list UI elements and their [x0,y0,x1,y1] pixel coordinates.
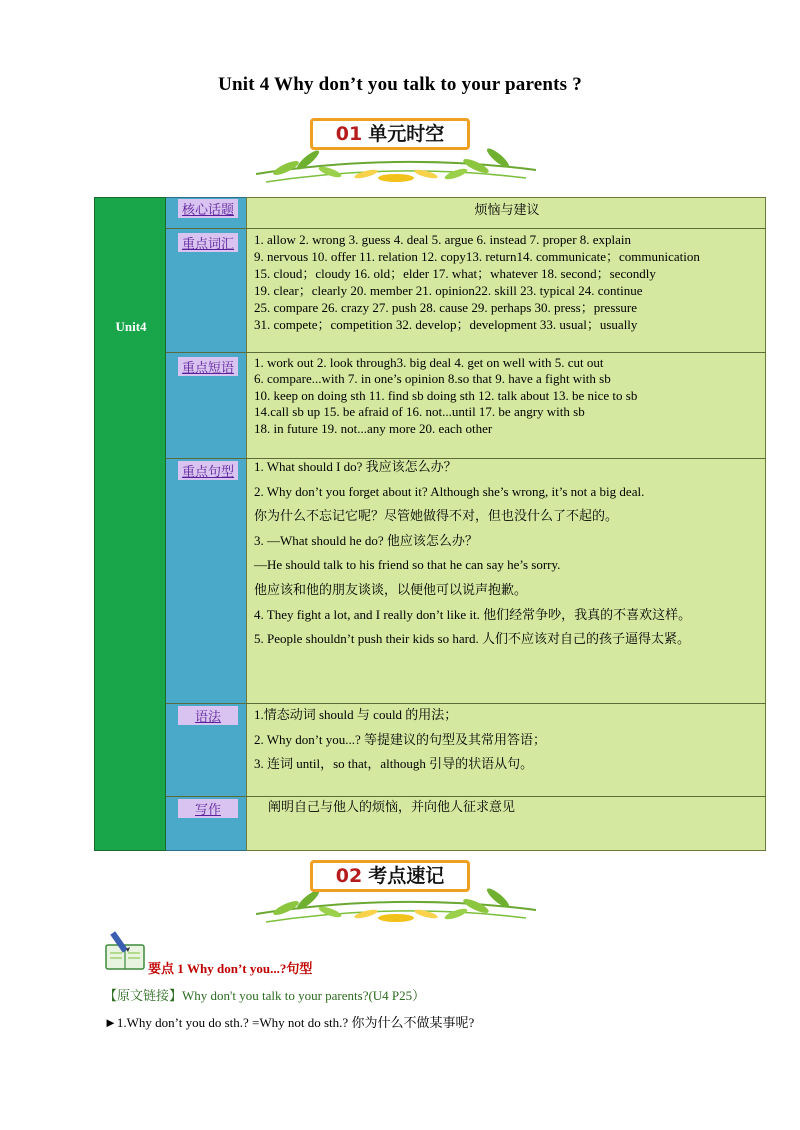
unit-summary-table [94,197,766,851]
row-divider [166,352,766,353]
text-line: 14.call sb up 15. be afraid of 16. not...until 17. be angry with sb [254,404,585,420]
text-line: 你为什么不忘记它呢？尽管她做得不对，但也没什么了不起的。 [254,508,619,524]
row-header-topic: 核心话题 [178,199,238,218]
text-line: 烦恼与建议 [474,202,540,217]
text-line: 18. in future 19. not...any more 20. each other [254,420,493,436]
row-content-phrases [254,355,760,437]
row-content-topic [254,201,760,218]
text-line: 3. 连词 until，so that，although 引导的状语从句。 [254,756,534,772]
row-content-sentences [254,459,760,656]
text-line: 4. They fight a lot, and I really don’t like it. 他们经常争吵，我真的不喜欢这样。 [254,606,692,622]
key-point-label: 要点 1 Why don’t you...?句型 [148,961,313,976]
section-banner-01 [246,112,546,190]
unit-label: Unit4 [115,319,147,334]
text-line: 1. allow 2. wrong 3. guess 4. deal 5. argue 6. instead 7. proper 8. explain [254,232,632,247]
text-line: 31. compete；competition 32. develop；development 33. usual；usually [254,317,638,332]
text-line: 10. keep on doing sth 11. find sb doing sth 12. talk about 13. be nice to sb [254,387,638,403]
text-line: —He should talk to his friend so that he can say he’s sorry. [254,557,561,573]
text-line: 2. Why don’t you...? 等提建议的句型及其常用答语； [254,731,547,747]
unit-column [94,197,166,851]
section-banner-02 [246,852,546,930]
text-line: 15. cloud；cloudy 16. old；elder 17. what；whatever 18. second；secondly [254,266,656,281]
row-divider [166,228,766,229]
text-line: 3. —What should he do? 他应该怎么办？ [254,532,478,548]
source-link-text: 【原文链接】Why don't you talk to your parents?(U4 P25） [104,988,426,1003]
row-content-grammar [254,707,760,781]
row-content-vocabulary [254,231,760,333]
key-point-heading [104,931,404,976]
row-header-sentences: 重点句型 [178,461,238,480]
row-header-phrases: 重点短语 [178,357,238,376]
text-line: 19. clear；clearly 20. member 21. opinion22. skill 23. typical 24. continue [254,283,643,298]
sentence-pattern-1: ►1.Why don’t you do sth.? =Why not do sth.? 你为什么不做某事呢? [104,1015,475,1030]
text-line: 2. Why don’t you forget about it? Although she’s wrong, it’s not a big deal. [254,483,645,499]
banner-text: 单元时空 [368,123,445,145]
row-header-grammar: 语法 [178,706,238,725]
text-line: 25. compare 26. crazy 27. push 28. cause 29. perhaps 30. press；pressure [254,300,638,315]
row-header-vocabulary: 重点词汇 [178,233,238,252]
banner-label [310,118,470,150]
row-content-writing [268,798,774,815]
banner-label [310,860,470,892]
text-line: 1. work out 2. look through3. big deal 4. get on well with 5. cut out [254,355,604,370]
text-line: 阐明自己与他人的烦恼，并向他人征求意见 [268,799,516,814]
text-line: 6. compare...with 7. in one’s opinion 8.so that 9. have a fight with sb [254,371,611,387]
row-header-writing: 写作 [178,799,238,818]
row-divider [166,796,766,797]
banner-number: 01 [335,123,363,145]
page-title: Unit 4 Why don’t you talk to your parents ? [218,74,582,95]
banner-number: 02 [335,865,363,887]
header-column [166,197,246,851]
text-line: 1.情态动词 should 与 could 的用法； [254,707,458,722]
text-line: 5. People shouldn’t push their kids so hard. 人们不应该对自己的孩子逼得太紧。 [254,631,690,647]
text-line: 他应该和他的朋友谈谈，以便他可以说声抱歉。 [254,581,528,597]
notebook-pencil-icon [104,931,148,971]
banner-text: 考点速记 [368,865,445,887]
text-line: 9. nervous 10. offer 11. relation 12. copy13. return14. communicate；communication [254,249,700,264]
text-line: 1. What should I do? 我应该怎么办？ [254,459,457,474]
row-divider [166,703,766,704]
